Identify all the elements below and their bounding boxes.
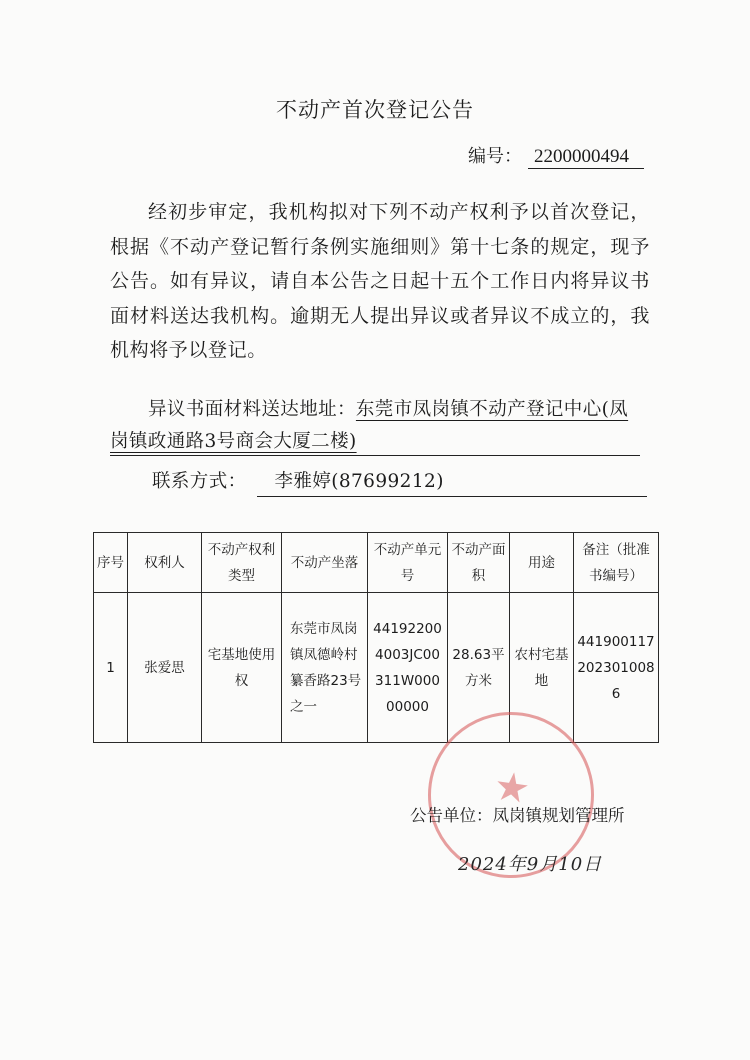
column-header: 不动产面积 <box>448 533 510 593</box>
cell-unit-no: 441922004003JC00311W00000000 <box>368 593 448 743</box>
column-header: 权利人 <box>128 533 202 593</box>
table-row <box>94 593 659 743</box>
registration-table <box>93 532 659 743</box>
document-number-value: 2200000494 <box>528 146 644 169</box>
cell-right-type: 宅基地使用权 <box>202 593 282 743</box>
document-number <box>468 142 644 169</box>
column-header: 序号 <box>94 533 128 593</box>
publisher: 公告单位：凤岗镇规划管理所 <box>410 806 625 825</box>
column-header: 不动产权利类型 <box>202 533 282 593</box>
objection-address <box>110 394 640 458</box>
notice-body: 经初步审定，我机构拟对下列不动产权利予以首次登记，根据《不动产登记暂行条例实施细则》第十七条的规定，现予公告。如有异议，请自本公告之日起十五个工作日内将异议书面材料送达我机构。逾期无人提出异议或者异议不成立的，我机构将予以登记。 <box>110 201 650 361</box>
table-header-row <box>94 533 659 593</box>
star-icon: ★ <box>491 762 533 814</box>
cell-location: 东莞市凤岗镇凤德岭村纂香路23号之一 <box>282 593 368 743</box>
address-value: 东莞市凤岗镇不动产登记中心(凤岗镇政通路3号商会大厦二楼) <box>110 399 629 452</box>
column-header: 不动产单元号 <box>368 533 448 593</box>
page-title: 不动产首次登记公告 <box>276 98 474 122</box>
cell-seq: 1 <box>94 593 128 743</box>
issue-date: 2024年9月10日 <box>458 854 603 875</box>
cell-area: 28.63平方米 <box>448 593 510 743</box>
contact-info <box>152 467 647 497</box>
cell-remark: 4419001172023010086 <box>574 593 659 743</box>
address-underline <box>110 455 640 456</box>
cell-owner: 张爱思 <box>128 593 202 743</box>
contact-value: 李雅婷(87699212) <box>257 467 647 497</box>
column-header: 不动产坐落 <box>282 533 368 593</box>
contact-label: 联系方式： <box>152 471 247 492</box>
address-label: 异议书面材料送达地址： <box>148 399 356 420</box>
column-header: 备注（批准书编号） <box>574 533 659 593</box>
column-header: 用途 <box>510 533 574 593</box>
cell-usage: 农村宅基地 <box>510 593 574 743</box>
document-number-label: 编号： <box>468 146 522 167</box>
